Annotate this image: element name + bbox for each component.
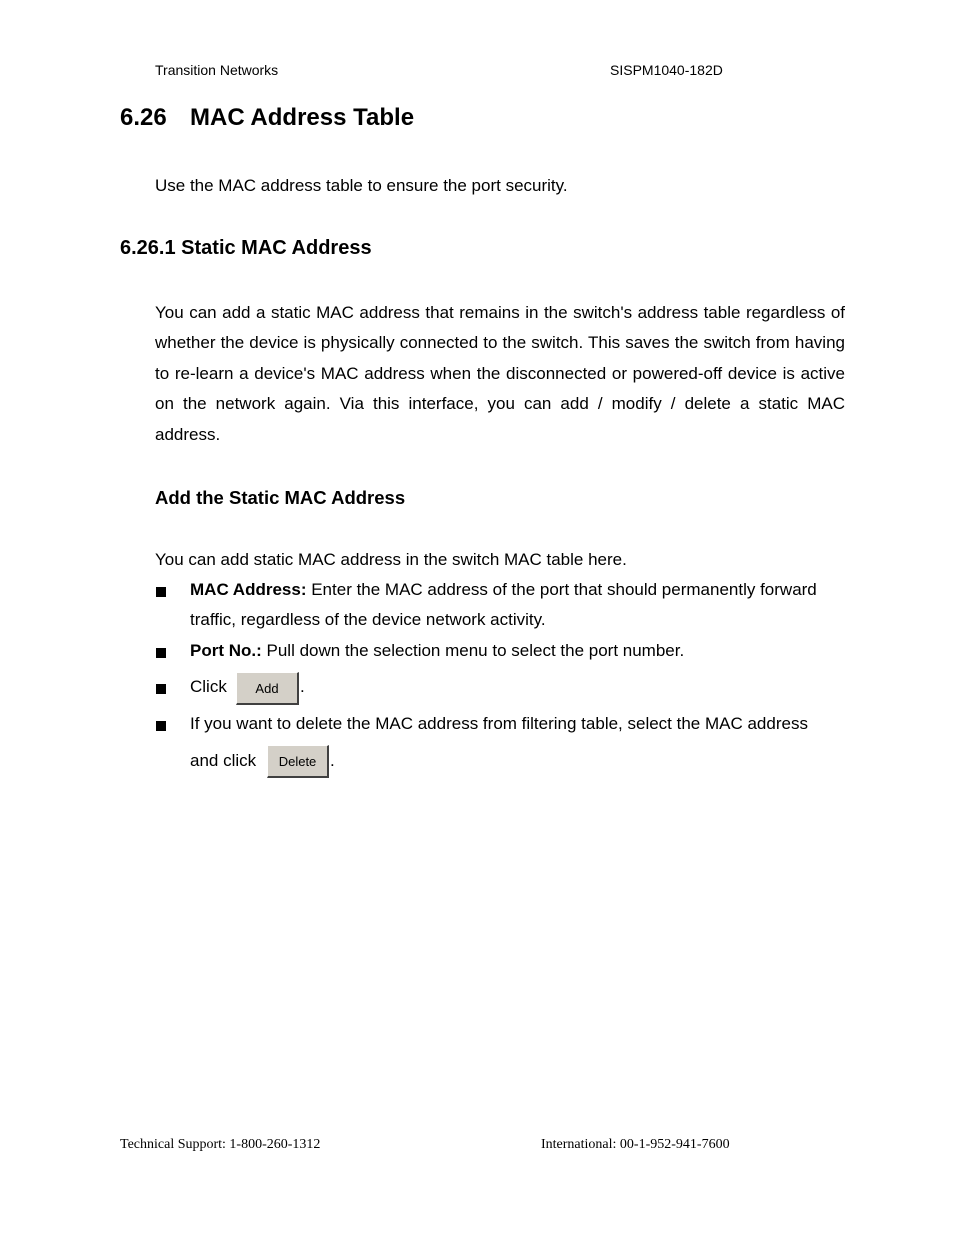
footer-international: International: 00-1-952-941-7600 bbox=[541, 1137, 730, 1152]
mac-address-label: MAC Address: bbox=[190, 580, 307, 599]
bullet-mac-address bbox=[190, 580, 817, 600]
mac-address-desc: Enter the MAC address of the port that should permanently forward bbox=[306, 580, 817, 599]
section-title-text: MAC Address Table bbox=[190, 104, 415, 131]
mac-address-desc-cont: traffic, regardless of the device network activity. bbox=[190, 610, 546, 629]
bullet-port-no bbox=[190, 641, 684, 661]
footer-tech-support: Technical Support: 1-800-260-1312 bbox=[120, 1137, 321, 1152]
bullet-square-icon bbox=[156, 587, 166, 597]
subsection-title: 6.26.1 Static MAC Address bbox=[120, 237, 372, 259]
delete-period: . bbox=[330, 751, 335, 770]
port-no-desc: Pull down the selection menu to select the port number. bbox=[261, 641, 685, 660]
section-title bbox=[120, 104, 414, 132]
section-number: 6.26 bbox=[120, 104, 167, 131]
add-static-mac-intro: You can add static MAC address in the switch MAC table here. bbox=[155, 550, 627, 569]
click-period: . bbox=[300, 677, 305, 696]
delete-button[interactable]: Delete bbox=[267, 745, 329, 778]
port-no-label: Port No.: bbox=[190, 641, 262, 660]
subsection-paragraph: You can add a static MAC address that remains in the switch's address table regardless of whether the device is physically connected to the switch. This saves the switch from having to re-learn a device's MAC address when the disconnected or powered-off device is active on the network again. Via this interface, you can add / modify / delete a static MAC address. bbox=[155, 303, 845, 444]
bullet-delete-text-cont: and click bbox=[190, 751, 257, 770]
bullet-click-text: Click bbox=[190, 677, 227, 696]
header-model: SISPM1040-182D bbox=[610, 62, 723, 78]
add-button[interactable]: Add bbox=[236, 672, 299, 705]
section-intro: Use the MAC address table to ensure the port security. bbox=[155, 176, 568, 195]
bullet-square-icon bbox=[156, 684, 166, 694]
header-company: Transition Networks bbox=[155, 62, 279, 78]
add-static-mac-heading: Add the Static MAC Address bbox=[155, 487, 406, 508]
bullet-square-icon bbox=[156, 721, 166, 731]
bullet-delete-text: If you want to delete the MAC address from filtering table, select the MAC address bbox=[190, 714, 808, 733]
bullet-square-icon bbox=[156, 648, 166, 658]
